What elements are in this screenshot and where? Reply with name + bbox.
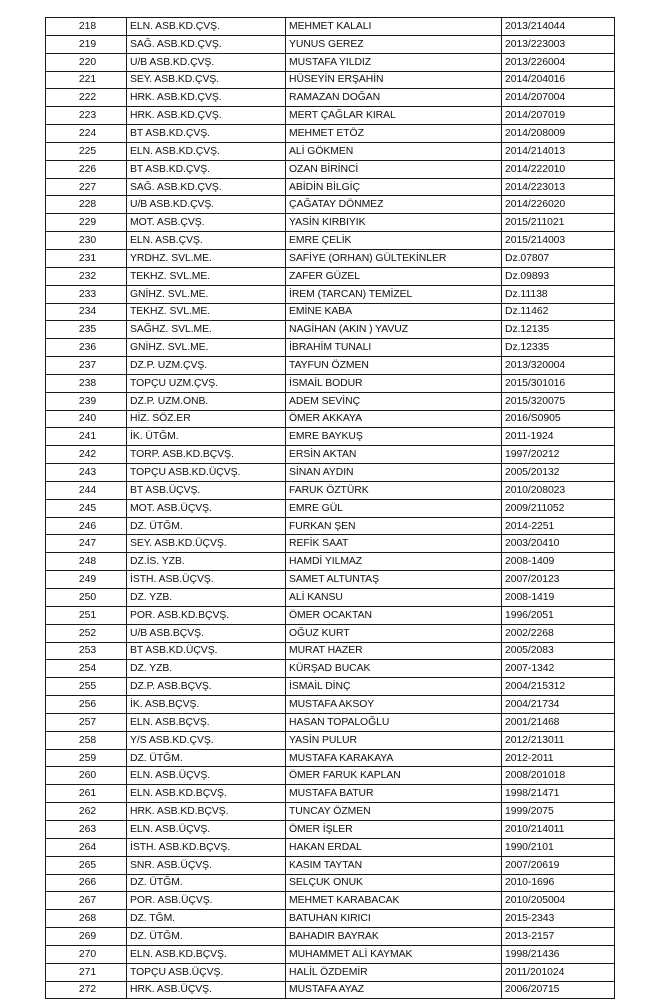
registration-cell: 2015/301016 bbox=[502, 374, 615, 392]
rank-cell: DZ.İS. YZB. bbox=[127, 553, 286, 571]
name-cell: MURAT HAZER bbox=[286, 642, 502, 660]
name-cell: ÖMER AKKAYA bbox=[286, 410, 502, 428]
table-row bbox=[46, 981, 615, 999]
registration-cell: 2014/207004 bbox=[502, 89, 615, 107]
name-cell: ALİ GÖKMEN bbox=[286, 142, 502, 160]
rank-cell: Y/S ASB.KD.ÇVŞ. bbox=[127, 731, 286, 749]
name-cell: MUSTAFA YILDIZ bbox=[286, 53, 502, 71]
rank-cell: POR. ASB.ÜÇVŞ. bbox=[127, 892, 286, 910]
table-row bbox=[46, 357, 615, 375]
name-cell: MUSTAFA BATUR bbox=[286, 785, 502, 803]
rank-cell: U/B ASB.KD.ÇVŞ. bbox=[127, 196, 286, 214]
rank-cell: İSTH. ASB.KD.BÇVŞ. bbox=[127, 838, 286, 856]
row-number-cell: 266 bbox=[46, 874, 127, 892]
table-row bbox=[46, 71, 615, 89]
name-cell: FURKAN ŞEN bbox=[286, 517, 502, 535]
rank-cell: İSTH. ASB.ÜÇVŞ. bbox=[127, 571, 286, 589]
name-cell: MUSTAFA KARAKAYA bbox=[286, 749, 502, 767]
name-cell: OZAN BİRİNCİ bbox=[286, 160, 502, 178]
registration-cell: 1999/2075 bbox=[502, 803, 615, 821]
registration-cell: 1998/21471 bbox=[502, 785, 615, 803]
rank-cell: ELN. ASB.ÜÇVŞ. bbox=[127, 820, 286, 838]
row-number-cell: 229 bbox=[46, 214, 127, 232]
registration-cell: 2003/20410 bbox=[502, 535, 615, 553]
table-row bbox=[46, 749, 615, 767]
table-row bbox=[46, 374, 615, 392]
row-number-cell: 265 bbox=[46, 856, 127, 874]
name-cell: NAGİHAN (AKIN ) YAVUZ bbox=[286, 321, 502, 339]
table-row bbox=[46, 963, 615, 981]
rank-cell: U/B ASB.BÇVŞ. bbox=[127, 624, 286, 642]
rank-cell: TEKHZ. SVL.ME. bbox=[127, 303, 286, 321]
rank-cell: DZ. ÜTĞM. bbox=[127, 749, 286, 767]
registration-cell: 2015-2343 bbox=[502, 910, 615, 928]
table-row bbox=[46, 196, 615, 214]
registration-cell: 2014/207019 bbox=[502, 107, 615, 125]
table-row bbox=[46, 125, 615, 143]
rank-cell: TOPÇU ASB.ÜÇVŞ. bbox=[127, 963, 286, 981]
registration-cell: 2012/213011 bbox=[502, 731, 615, 749]
row-number-cell: 236 bbox=[46, 339, 127, 357]
registration-cell: 2014/222010 bbox=[502, 160, 615, 178]
rank-cell: POR. ASB.KD.BÇVŞ. bbox=[127, 606, 286, 624]
row-number-cell: 254 bbox=[46, 660, 127, 678]
rank-cell: İK. ASB.BÇVŞ. bbox=[127, 696, 286, 714]
row-number-cell: 268 bbox=[46, 910, 127, 928]
registration-cell: 2011/201024 bbox=[502, 963, 615, 981]
table-row bbox=[46, 928, 615, 946]
rank-cell: GNİHZ. SVL.ME. bbox=[127, 285, 286, 303]
rank-cell: DZ.P. UZM.ÇVŞ. bbox=[127, 357, 286, 375]
table-row bbox=[46, 589, 615, 607]
rank-cell: GNİHZ. SVL.ME. bbox=[127, 339, 286, 357]
table-row bbox=[46, 89, 615, 107]
rank-cell: SAĞ. ASB.KD.ÇVŞ. bbox=[127, 178, 286, 196]
registration-cell: 2005/20132 bbox=[502, 464, 615, 482]
registration-cell: 2014-2251 bbox=[502, 517, 615, 535]
name-cell: YASİN PULUR bbox=[286, 731, 502, 749]
rank-cell: DZ.P. ASB.BÇVŞ. bbox=[127, 678, 286, 696]
table-row bbox=[46, 713, 615, 731]
rank-cell: ELN. ASB.KD.BÇVŞ. bbox=[127, 785, 286, 803]
registration-cell: 1996/2051 bbox=[502, 606, 615, 624]
name-cell: ÖMER İŞLER bbox=[286, 820, 502, 838]
rank-cell: YRDHZ. SVL.ME. bbox=[127, 249, 286, 267]
row-number-cell: 225 bbox=[46, 142, 127, 160]
row-number-cell: 220 bbox=[46, 53, 127, 71]
rank-cell: İK. ÜTĞM. bbox=[127, 428, 286, 446]
rank-cell: DZ. YZB. bbox=[127, 589, 286, 607]
name-cell: SİNAN AYDIN bbox=[286, 464, 502, 482]
name-cell: ERSİN AKTAN bbox=[286, 446, 502, 464]
name-cell: RAMAZAN DOĞAN bbox=[286, 89, 502, 107]
rank-cell: MOT. ASB.ÇVŞ. bbox=[127, 214, 286, 232]
registration-cell: Dz.12135 bbox=[502, 321, 615, 339]
table-row bbox=[46, 160, 615, 178]
registration-cell: 1990/2101 bbox=[502, 838, 615, 856]
row-number-cell: 230 bbox=[46, 232, 127, 250]
registration-cell: 2011-1924 bbox=[502, 428, 615, 446]
registration-cell: 2013/214044 bbox=[502, 18, 615, 36]
registration-cell: 2004/21734 bbox=[502, 696, 615, 714]
name-cell: MUSTAFA AYAZ bbox=[286, 981, 502, 999]
row-number-cell: 259 bbox=[46, 749, 127, 767]
row-number-cell: 234 bbox=[46, 303, 127, 321]
name-cell: BATUHAN KIRICI bbox=[286, 910, 502, 928]
table-row bbox=[46, 142, 615, 160]
name-cell: İBRAHİM TUNALI bbox=[286, 339, 502, 357]
rank-cell: SAĞHZ. SVL.ME. bbox=[127, 321, 286, 339]
table-row bbox=[46, 856, 615, 874]
name-cell: ÇAĞATAY DÖNMEZ bbox=[286, 196, 502, 214]
registration-cell: 2010/214011 bbox=[502, 820, 615, 838]
name-cell: ABİDİN BİLGİÇ bbox=[286, 178, 502, 196]
personnel-table bbox=[45, 17, 615, 999]
row-number-cell: 224 bbox=[46, 125, 127, 143]
row-number-cell: 244 bbox=[46, 481, 127, 499]
row-number-cell: 240 bbox=[46, 410, 127, 428]
registration-cell: 2013/223003 bbox=[502, 35, 615, 53]
table-row bbox=[46, 232, 615, 250]
name-cell: OĞUZ KURT bbox=[286, 624, 502, 642]
name-cell: İSMAİL DİNÇ bbox=[286, 678, 502, 696]
rank-cell: HRK. ASB.KD.ÇVŞ. bbox=[127, 89, 286, 107]
name-cell: ALİ KANSU bbox=[286, 589, 502, 607]
table-row bbox=[46, 642, 615, 660]
table-row bbox=[46, 392, 615, 410]
registration-cell: 2014/204016 bbox=[502, 71, 615, 89]
row-number-cell: 219 bbox=[46, 35, 127, 53]
name-cell: BAHADIR BAYRAK bbox=[286, 928, 502, 946]
name-cell: KASIM TAYTAN bbox=[286, 856, 502, 874]
rank-cell: DZ. ÜTĞM. bbox=[127, 874, 286, 892]
rank-cell: DZ.P. UZM.ONB. bbox=[127, 392, 286, 410]
table-row bbox=[46, 785, 615, 803]
row-number-cell: 237 bbox=[46, 357, 127, 375]
name-cell: HÜSEYİN ERŞAHİN bbox=[286, 71, 502, 89]
table-row bbox=[46, 446, 615, 464]
name-cell: HALİL ÖZDEMİR bbox=[286, 963, 502, 981]
rank-cell: ELN. ASB.KD.ÇVŞ. bbox=[127, 142, 286, 160]
name-cell: TAYFUN ÖZMEN bbox=[286, 357, 502, 375]
row-number-cell: 228 bbox=[46, 196, 127, 214]
table-row bbox=[46, 410, 615, 428]
registration-cell: 2014/214013 bbox=[502, 142, 615, 160]
table-row bbox=[46, 624, 615, 642]
name-cell: SELÇUK ONUK bbox=[286, 874, 502, 892]
name-cell: İREM (TARCAN) TEMİZEL bbox=[286, 285, 502, 303]
row-number-cell: 261 bbox=[46, 785, 127, 803]
table-row bbox=[46, 553, 615, 571]
name-cell: HAKAN ERDAL bbox=[286, 838, 502, 856]
row-number-cell: 218 bbox=[46, 18, 127, 36]
table-row bbox=[46, 820, 615, 838]
row-number-cell: 262 bbox=[46, 803, 127, 821]
rank-cell: SEY. ASB.KD.ÇVŞ. bbox=[127, 71, 286, 89]
name-cell: HAMDİ YILMAZ bbox=[286, 553, 502, 571]
row-number-cell: 227 bbox=[46, 178, 127, 196]
rank-cell: U/B ASB.KD.ÇVŞ. bbox=[127, 53, 286, 71]
row-number-cell: 226 bbox=[46, 160, 127, 178]
name-cell: SAMET ALTUNTAŞ bbox=[286, 571, 502, 589]
row-number-cell: 271 bbox=[46, 963, 127, 981]
table-row bbox=[46, 731, 615, 749]
registration-cell: Dz.07807 bbox=[502, 249, 615, 267]
row-number-cell: 245 bbox=[46, 499, 127, 517]
registration-cell: 2004/215312 bbox=[502, 678, 615, 696]
table-row bbox=[46, 464, 615, 482]
row-number-cell: 231 bbox=[46, 249, 127, 267]
table-row bbox=[46, 285, 615, 303]
table-row bbox=[46, 838, 615, 856]
table-row bbox=[46, 803, 615, 821]
registration-cell: 2014/223013 bbox=[502, 178, 615, 196]
row-number-cell: 239 bbox=[46, 392, 127, 410]
rank-cell: BT ASB.KD.ÜÇVŞ. bbox=[127, 642, 286, 660]
registration-cell: 1997/20212 bbox=[502, 446, 615, 464]
row-number-cell: 221 bbox=[46, 71, 127, 89]
table-row bbox=[46, 267, 615, 285]
table-row bbox=[46, 178, 615, 196]
table-row bbox=[46, 35, 615, 53]
row-number-cell: 222 bbox=[46, 89, 127, 107]
registration-cell: 2015/320075 bbox=[502, 392, 615, 410]
table-row bbox=[46, 660, 615, 678]
name-cell: ZAFER GÜZEL bbox=[286, 267, 502, 285]
row-number-cell: 250 bbox=[46, 589, 127, 607]
rank-cell: DZ. TĞM. bbox=[127, 910, 286, 928]
row-number-cell: 247 bbox=[46, 535, 127, 553]
name-cell: FARUK ÖZTÜRK bbox=[286, 481, 502, 499]
row-number-cell: 255 bbox=[46, 678, 127, 696]
rank-cell: HRK. ASB.KD.ÇVŞ. bbox=[127, 107, 286, 125]
rank-cell: ELN. ASB.KD.BÇVŞ. bbox=[127, 945, 286, 963]
rank-cell: HİZ. SÖZ.ER bbox=[127, 410, 286, 428]
rank-cell: TORP. ASB.KD.BÇVŞ. bbox=[127, 446, 286, 464]
table-row bbox=[46, 107, 615, 125]
rank-cell: SAĞ. ASB.KD.ÇVŞ. bbox=[127, 35, 286, 53]
row-number-cell: 252 bbox=[46, 624, 127, 642]
registration-cell: 2013-2157 bbox=[502, 928, 615, 946]
table-row bbox=[46, 321, 615, 339]
name-cell: SAFİYE (ORHAN) GÜLTEKİNLER bbox=[286, 249, 502, 267]
name-cell: YASİN KIRBIYIK bbox=[286, 214, 502, 232]
table-row bbox=[46, 571, 615, 589]
table-row bbox=[46, 214, 615, 232]
rank-cell: TOPÇU ASB.KD.ÜÇVŞ. bbox=[127, 464, 286, 482]
registration-cell: 2006/20715 bbox=[502, 981, 615, 999]
row-number-cell: 272 bbox=[46, 981, 127, 999]
table-row bbox=[46, 606, 615, 624]
name-cell: YUNUS GEREZ bbox=[286, 35, 502, 53]
table-row bbox=[46, 696, 615, 714]
registration-cell: 2014/208009 bbox=[502, 125, 615, 143]
row-number-cell: 269 bbox=[46, 928, 127, 946]
registration-cell: Dz.09893 bbox=[502, 267, 615, 285]
row-number-cell: 232 bbox=[46, 267, 127, 285]
name-cell: MERT ÇAĞLAR KIRAL bbox=[286, 107, 502, 125]
registration-cell: 2015/214003 bbox=[502, 232, 615, 250]
table-row bbox=[46, 428, 615, 446]
table-row bbox=[46, 535, 615, 553]
row-number-cell: 235 bbox=[46, 321, 127, 339]
name-cell: MEHMET KALALI bbox=[286, 18, 502, 36]
table-row bbox=[46, 18, 615, 36]
registration-cell: 2016/S0905 bbox=[502, 410, 615, 428]
row-number-cell: 267 bbox=[46, 892, 127, 910]
row-number-cell: 251 bbox=[46, 606, 127, 624]
row-number-cell: 253 bbox=[46, 642, 127, 660]
name-cell: MUHAMMET ALİ KAYMAK bbox=[286, 945, 502, 963]
table-row bbox=[46, 945, 615, 963]
rank-cell: HRK. ASB.KD.BÇVŞ. bbox=[127, 803, 286, 821]
rank-cell: ELN. ASB.BÇVŞ. bbox=[127, 713, 286, 731]
registration-cell: 2013/226004 bbox=[502, 53, 615, 71]
registration-cell: 2010-1696 bbox=[502, 874, 615, 892]
table-body bbox=[46, 18, 615, 999]
name-cell: EMİNE KABA bbox=[286, 303, 502, 321]
table-row bbox=[46, 339, 615, 357]
name-cell: MEHMET KARABACAK bbox=[286, 892, 502, 910]
rank-cell: TEKHZ. SVL.ME. bbox=[127, 267, 286, 285]
row-number-cell: 249 bbox=[46, 571, 127, 589]
name-cell: ADEM SEVİNÇ bbox=[286, 392, 502, 410]
table-row bbox=[46, 481, 615, 499]
registration-cell: 2012-2011 bbox=[502, 749, 615, 767]
name-cell: TUNCAY ÖZMEN bbox=[286, 803, 502, 821]
registration-cell: Dz.11138 bbox=[502, 285, 615, 303]
row-number-cell: 264 bbox=[46, 838, 127, 856]
rank-cell: ELN. ASB.KD.ÇVŞ. bbox=[127, 18, 286, 36]
table-row bbox=[46, 53, 615, 71]
name-cell: HASAN TOPALOĞLU bbox=[286, 713, 502, 731]
row-number-cell: 260 bbox=[46, 767, 127, 785]
name-cell: ÖMER FARUK KAPLAN bbox=[286, 767, 502, 785]
name-cell: REFİK SAAT bbox=[286, 535, 502, 553]
row-number-cell: 270 bbox=[46, 945, 127, 963]
table-row bbox=[46, 249, 615, 267]
table-row bbox=[46, 517, 615, 535]
registration-cell: 2010/205004 bbox=[502, 892, 615, 910]
registration-cell: 2008-1419 bbox=[502, 589, 615, 607]
name-cell: İSMAİL BODUR bbox=[286, 374, 502, 392]
name-cell: MUSTAFA AKSOY bbox=[286, 696, 502, 714]
registration-cell: 2013/320004 bbox=[502, 357, 615, 375]
table-row bbox=[46, 303, 615, 321]
registration-cell: 2002/2268 bbox=[502, 624, 615, 642]
registration-cell: 1998/21436 bbox=[502, 945, 615, 963]
rank-cell: ELN. ASB.ÇVŞ. bbox=[127, 232, 286, 250]
registration-cell: 2005/2083 bbox=[502, 642, 615, 660]
registration-cell: Dz.11462 bbox=[502, 303, 615, 321]
row-number-cell: 256 bbox=[46, 696, 127, 714]
row-number-cell: 242 bbox=[46, 446, 127, 464]
registration-cell: 2007/20123 bbox=[502, 571, 615, 589]
row-number-cell: 257 bbox=[46, 713, 127, 731]
rank-cell: BT ASB.ÜÇVŞ. bbox=[127, 481, 286, 499]
rank-cell: DZ. ÜTĞM. bbox=[127, 517, 286, 535]
table-row bbox=[46, 767, 615, 785]
row-number-cell: 241 bbox=[46, 428, 127, 446]
registration-cell: 2001/21468 bbox=[502, 713, 615, 731]
row-number-cell: 258 bbox=[46, 731, 127, 749]
row-number-cell: 248 bbox=[46, 553, 127, 571]
name-cell: ÖMER OCAKTAN bbox=[286, 606, 502, 624]
row-number-cell: 233 bbox=[46, 285, 127, 303]
table-row bbox=[46, 874, 615, 892]
registration-cell: 2008-1409 bbox=[502, 553, 615, 571]
registration-cell: 2015/211021 bbox=[502, 214, 615, 232]
name-cell: EMRE BAYKUŞ bbox=[286, 428, 502, 446]
rank-cell: BT ASB.KD.ÇVŞ. bbox=[127, 160, 286, 178]
registration-cell: 2014/226020 bbox=[502, 196, 615, 214]
rank-cell: ELN. ASB.ÜÇVŞ. bbox=[127, 767, 286, 785]
rank-cell: DZ. YZB. bbox=[127, 660, 286, 678]
table-row bbox=[46, 499, 615, 517]
name-cell: MEHMET ETÖZ bbox=[286, 125, 502, 143]
row-number-cell: 243 bbox=[46, 464, 127, 482]
table-row bbox=[46, 678, 615, 696]
table-row bbox=[46, 910, 615, 928]
row-number-cell: 223 bbox=[46, 107, 127, 125]
rank-cell: MOT. ASB.ÜÇVŞ. bbox=[127, 499, 286, 517]
registration-cell: 2007/20619 bbox=[502, 856, 615, 874]
rank-cell: BT ASB.KD.ÇVŞ. bbox=[127, 125, 286, 143]
rank-cell: SNR. ASB.ÜÇVŞ. bbox=[127, 856, 286, 874]
registration-cell: 2010/208023 bbox=[502, 481, 615, 499]
rank-cell: DZ. ÜTĞM. bbox=[127, 928, 286, 946]
rank-cell: SEY. ASB.KD.ÜÇVŞ. bbox=[127, 535, 286, 553]
name-cell: EMRE ÇELİK bbox=[286, 232, 502, 250]
registration-cell: Dz.12335 bbox=[502, 339, 615, 357]
registration-cell: 2009/211052 bbox=[502, 499, 615, 517]
table-row bbox=[46, 892, 615, 910]
rank-cell: HRK. ASB.ÜÇVŞ. bbox=[127, 981, 286, 999]
row-number-cell: 263 bbox=[46, 820, 127, 838]
registration-cell: 2008/201018 bbox=[502, 767, 615, 785]
name-cell: KÜRŞAD BUCAK bbox=[286, 660, 502, 678]
row-number-cell: 246 bbox=[46, 517, 127, 535]
row-number-cell: 238 bbox=[46, 374, 127, 392]
rank-cell: TOPÇU UZM.ÇVŞ. bbox=[127, 374, 286, 392]
registration-cell: 2007-1342 bbox=[502, 660, 615, 678]
name-cell: EMRE GÜL bbox=[286, 499, 502, 517]
